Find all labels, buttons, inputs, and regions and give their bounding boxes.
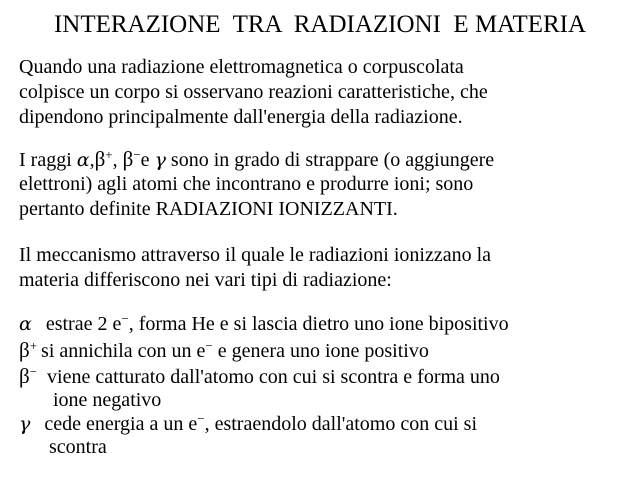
comma-1: , (89, 149, 95, 171)
ionizing-line-3: pertanto definite RADIAZIONI IONIZZANTI. (19, 198, 398, 220)
ionizing-paragraph (19, 147, 624, 222)
beta-plus-text-before: si annichila con un e (41, 340, 206, 362)
alpha-symbol: α (76, 149, 90, 171)
beta-plus-sup: + (29, 338, 38, 353)
beta-plus-symbol: β (94, 147, 106, 171)
intro-line-2: colpisce un corpo si osservano reazioni caratteristiche, che (19, 81, 488, 103)
list-item-beta-plus (19, 337, 631, 363)
slide-title: INTERAZIONE TRA RADIAZIONI E MATERIA (53, 11, 587, 38)
mechanism-line-2: materia differiscono nei vari tipi di radiazione: (19, 269, 392, 291)
beta-minus-symbol: β (19, 364, 30, 388)
list-item-alpha (19, 311, 631, 337)
gamma-text-before: cede energia a un e (44, 413, 198, 435)
beta-plus-sup: + (105, 147, 113, 162)
radiation-list (19, 311, 631, 459)
ionizing-line-2: elettroni) agli atomi che incontrano e produrre ioni; sono (19, 173, 474, 195)
beta-minus-sup: − (133, 147, 141, 162)
mechanism-line-1: Il meccanismo attraverso il quale le radiazioni ionizzano la (19, 244, 492, 266)
ionizing-line-1 (19, 147, 624, 172)
intro-paragraph (19, 55, 624, 130)
and-word: e (140, 149, 150, 171)
beta-minus-sup: − (29, 364, 38, 379)
mechanism-paragraph (19, 243, 624, 293)
list-item-beta-minus-cont: ione negativo (53, 389, 162, 411)
beta-plus-text-after: e genera uno ione positivo (212, 340, 429, 362)
electron-sup: − (197, 411, 205, 426)
list-item-gamma (19, 411, 631, 437)
alpha-text-after: , forma He e si lascia dietro uno ione bipositivo (128, 313, 509, 335)
intro-line-3: dipendono principalmente dall'energia della radiazione. (19, 106, 463, 128)
alpha-symbol: α (19, 313, 32, 335)
gamma-symbol: γ (154, 149, 166, 171)
ionizing-line-1-rest: sono in grado di strappare (o aggiungere (170, 149, 495, 171)
beta-plus-symbol: β (19, 338, 30, 362)
electron-sup: − (121, 311, 129, 326)
list-item-beta-minus (19, 363, 631, 389)
rays-prefix: I raggi (19, 149, 72, 171)
beta-minus-symbol: β (122, 147, 134, 171)
intro-line-1: Quando una radiazione elettromagnetica o corpuscolata (19, 56, 464, 78)
gamma-symbol: γ (19, 413, 31, 435)
beta-minus-text-line-1: viene catturato dall'atomo con cui si scontra e forma uno (47, 366, 500, 388)
electron-sup: − (205, 338, 213, 353)
gamma-text-after: , estraendolo dall'atomo con cui si (204, 413, 477, 435)
alpha-text-before: estrae 2 e (45, 313, 122, 335)
list-item-gamma-cont: scontra (49, 436, 107, 458)
comma-2: , (112, 149, 118, 171)
